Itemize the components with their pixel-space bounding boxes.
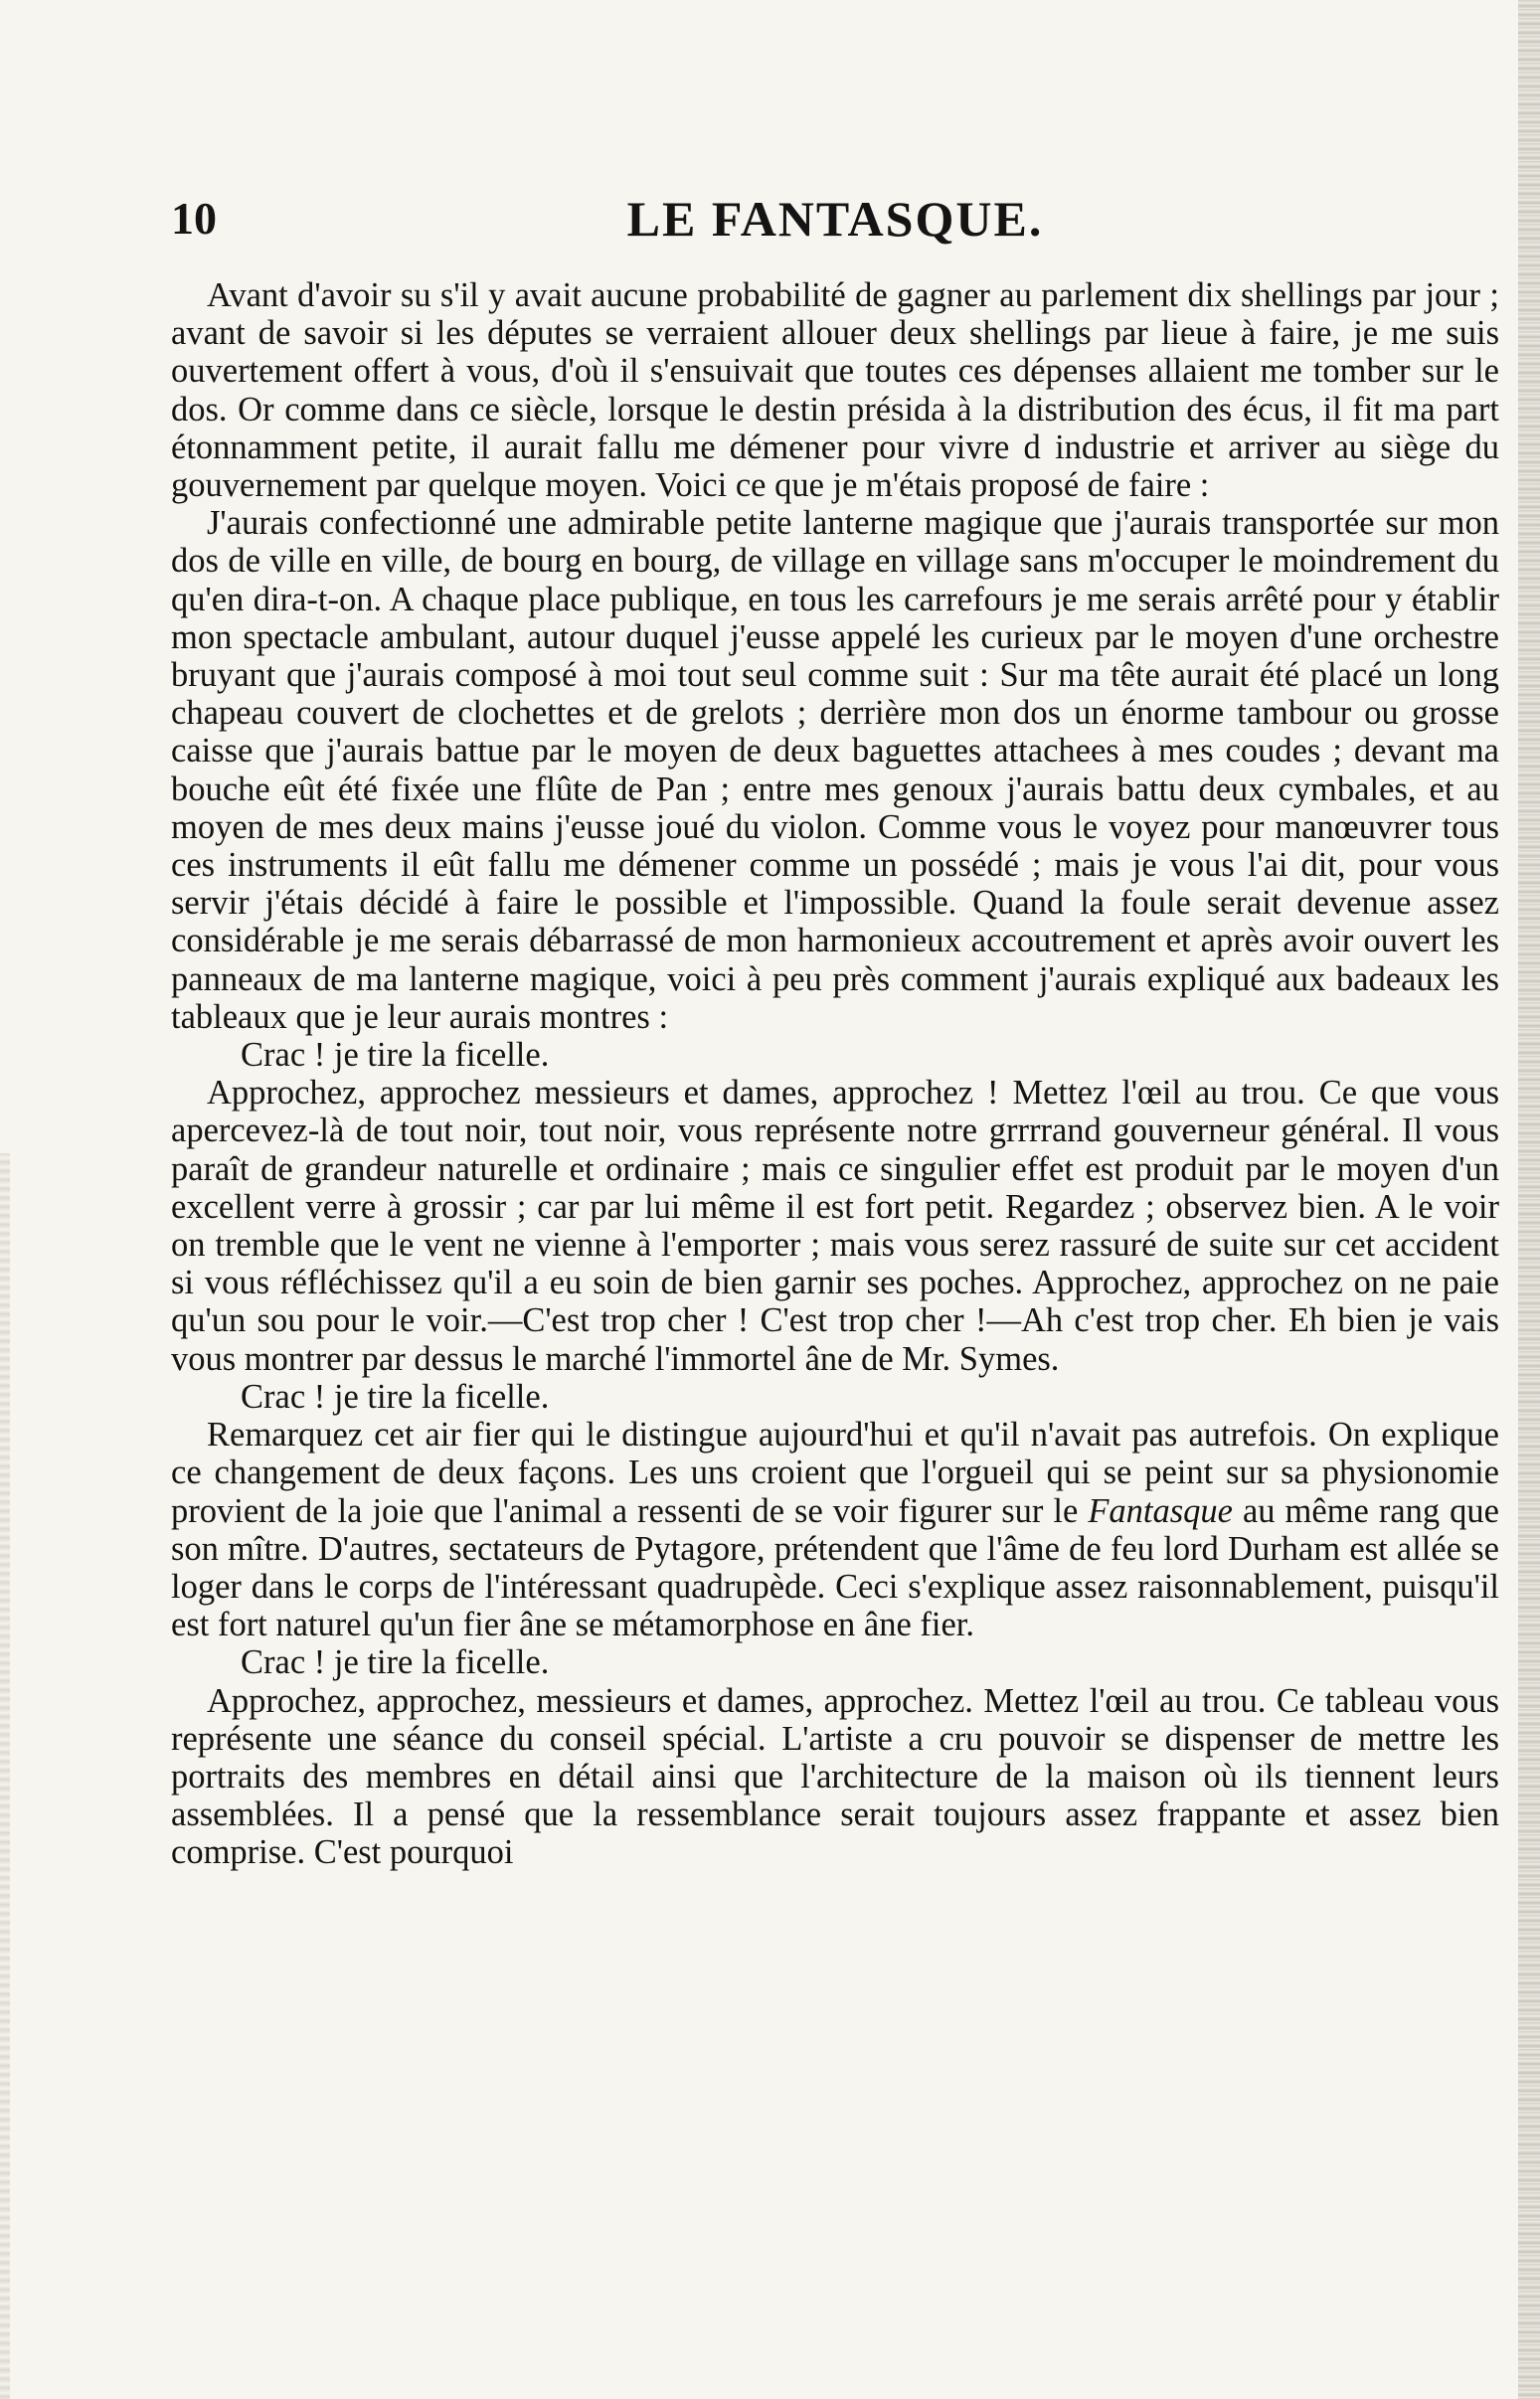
refrain-crac: Crac ! je tire la ficelle. (241, 1377, 550, 1416)
running-title: LE FANTASQUE. (626, 191, 1044, 247)
page-edge-left (0, 1153, 10, 2399)
paragraph-gouverneur: Approchez, approchez messieurs et dames, approchez ! Mettez l'œil au trou. Ce que vous apercevez-là de tout noir, tout noir, vous représente notre grrrrand gouverneur général. Il vous paraît de grandeur naturelle et ordinaire ; mais ce singulier effet est produit par le moyen d'un excellent verre à grossir ; car par lui même il est fort petit. Regardez ; observez bien. A le voir on tremble que le vent ne vienne à l'emporter ; mais vous serez rassuré de suite sur cet accident si vous réfléchissez qu'il a eu soin de bien garnir ses poches. Approchez, approchez on ne paie qu'un sou pour le voir.—C'est trop cher ! C'est trop cher !—Ah c'est trop cher. Eh bien je vais vous montrer par dessus le marché l'immortel âne de Mr. Symes. (171, 1074, 1499, 1378)
paragraph-intro: Avant d'avoir su s'il y avait aucune probabilité de gagner au parlement dix shellings par jour ; avant de savoir si les députes se verraient allouer deux shellings par lieue à faire, je me suis ouvertement offert à vous, d'où il s'ensuivait que toutes ces dépenses allaient me tomber sur le dos. Or comme dans ce siècle, lorsque le destin présida à la distribution des écus, il fit ma part étonnamment petite, il aurait fallu me démener pour vivre d industrie et arriver au siège du gouvernement par quelque moyen. Voici ce que je m'étais proposé de faire : (171, 276, 1499, 505)
page-header (171, 189, 1499, 258)
page-edge-right (1518, 0, 1540, 2399)
page-number: 10 (171, 193, 217, 244)
paragraph-lanterne: J'aurais confectionné une admirable petite lanterne magique que j'aurais transportée sur mon dos de ville en ville, de bourg en bourg, de village en village sans m'occuper le moindrement du qu'en dira-t-on. A chaque place publique, en tous les carrefours je me serais arrêté pour y établir mon spectacle ambulant, autour duquel j'eusse appelé les curieux par le moyen d'une orchestre bruyant que j'aurais composé à moi tout seul comme suit : Sur ma tête aurait été placé un long chapeau couvert de clochettes et de grelots ; derrière mon dos un énorme tambour ou grosse caisse que j'aurais battue par le moyen de deux baguettes attachees à mes coudes ; devant ma bouche eût été fixée une flûte de Pan ; entre mes genoux j'aurais battu deux cymbales, et au moyen de mes deux mains j'eusse joué du violon. Comme vous le voyez pour manœuvrer tous ces instruments il eût fallu me démener comme un possédé ; mais je vous l'ai dit, pour vous servir j'étais décidé à faire le possible et l'impossible. Quand la foule serait devenue assez considérable je me serais débarrassé de mon harmonieux accoutrement et après avoir ouvert les panneaux de ma lanterne magique, voici à peu près comment j'aurais expliqué aux badeaux les tableaux que je leur aurais montres : (171, 504, 1499, 1036)
refrain-crac: Crac ! je tire la ficelle. (241, 1036, 550, 1075)
article-column (171, 189, 1499, 1872)
paragraph-ane-text-before: Remarquez cet air fier qui le distingue aujourd'hui et qu'il n'avait pas autrefois. On explique ce changement de deux façons. Les uns croient que l'orgueil qui se peint sur sa physionomie provient de la joie que l'animal a ressenti de se voir figurer sur le (171, 1416, 1499, 1530)
refrain-crac: Crac ! je tire la ficelle. (241, 1643, 550, 1682)
paragraph-ane-text-after: au même rang que son mître. D'autres, sectateurs de Pytagore, prétendent que l'âme de feu lord Durham est allée se loger dans le corps de l'intéressant quadrupède. Ceci s'explique assez raisonnablement, puisqu'il est fort naturel qu'un fier âne se métamorphose en âne fier. (171, 1491, 1499, 1644)
paragraph-ane (171, 1416, 1499, 1643)
paragraph-conseil: Approchez, approchez, messieurs et dames, approchez. Mettez l'œil au trou. Ce tableau vous représente une séance du conseil spécial. L'artiste a cru pouvoir se dispenser de mettre les portraits des membres en détail ainsi que l'architecture de la maison où ils tiennent leurs assemblées. Il a pensé que la ressemblance serait toujours assez frappante et assez bien comprise. C'est pourquoi (171, 1681, 1499, 1872)
newspaper-name-italic: Fantasque (1088, 1491, 1233, 1530)
